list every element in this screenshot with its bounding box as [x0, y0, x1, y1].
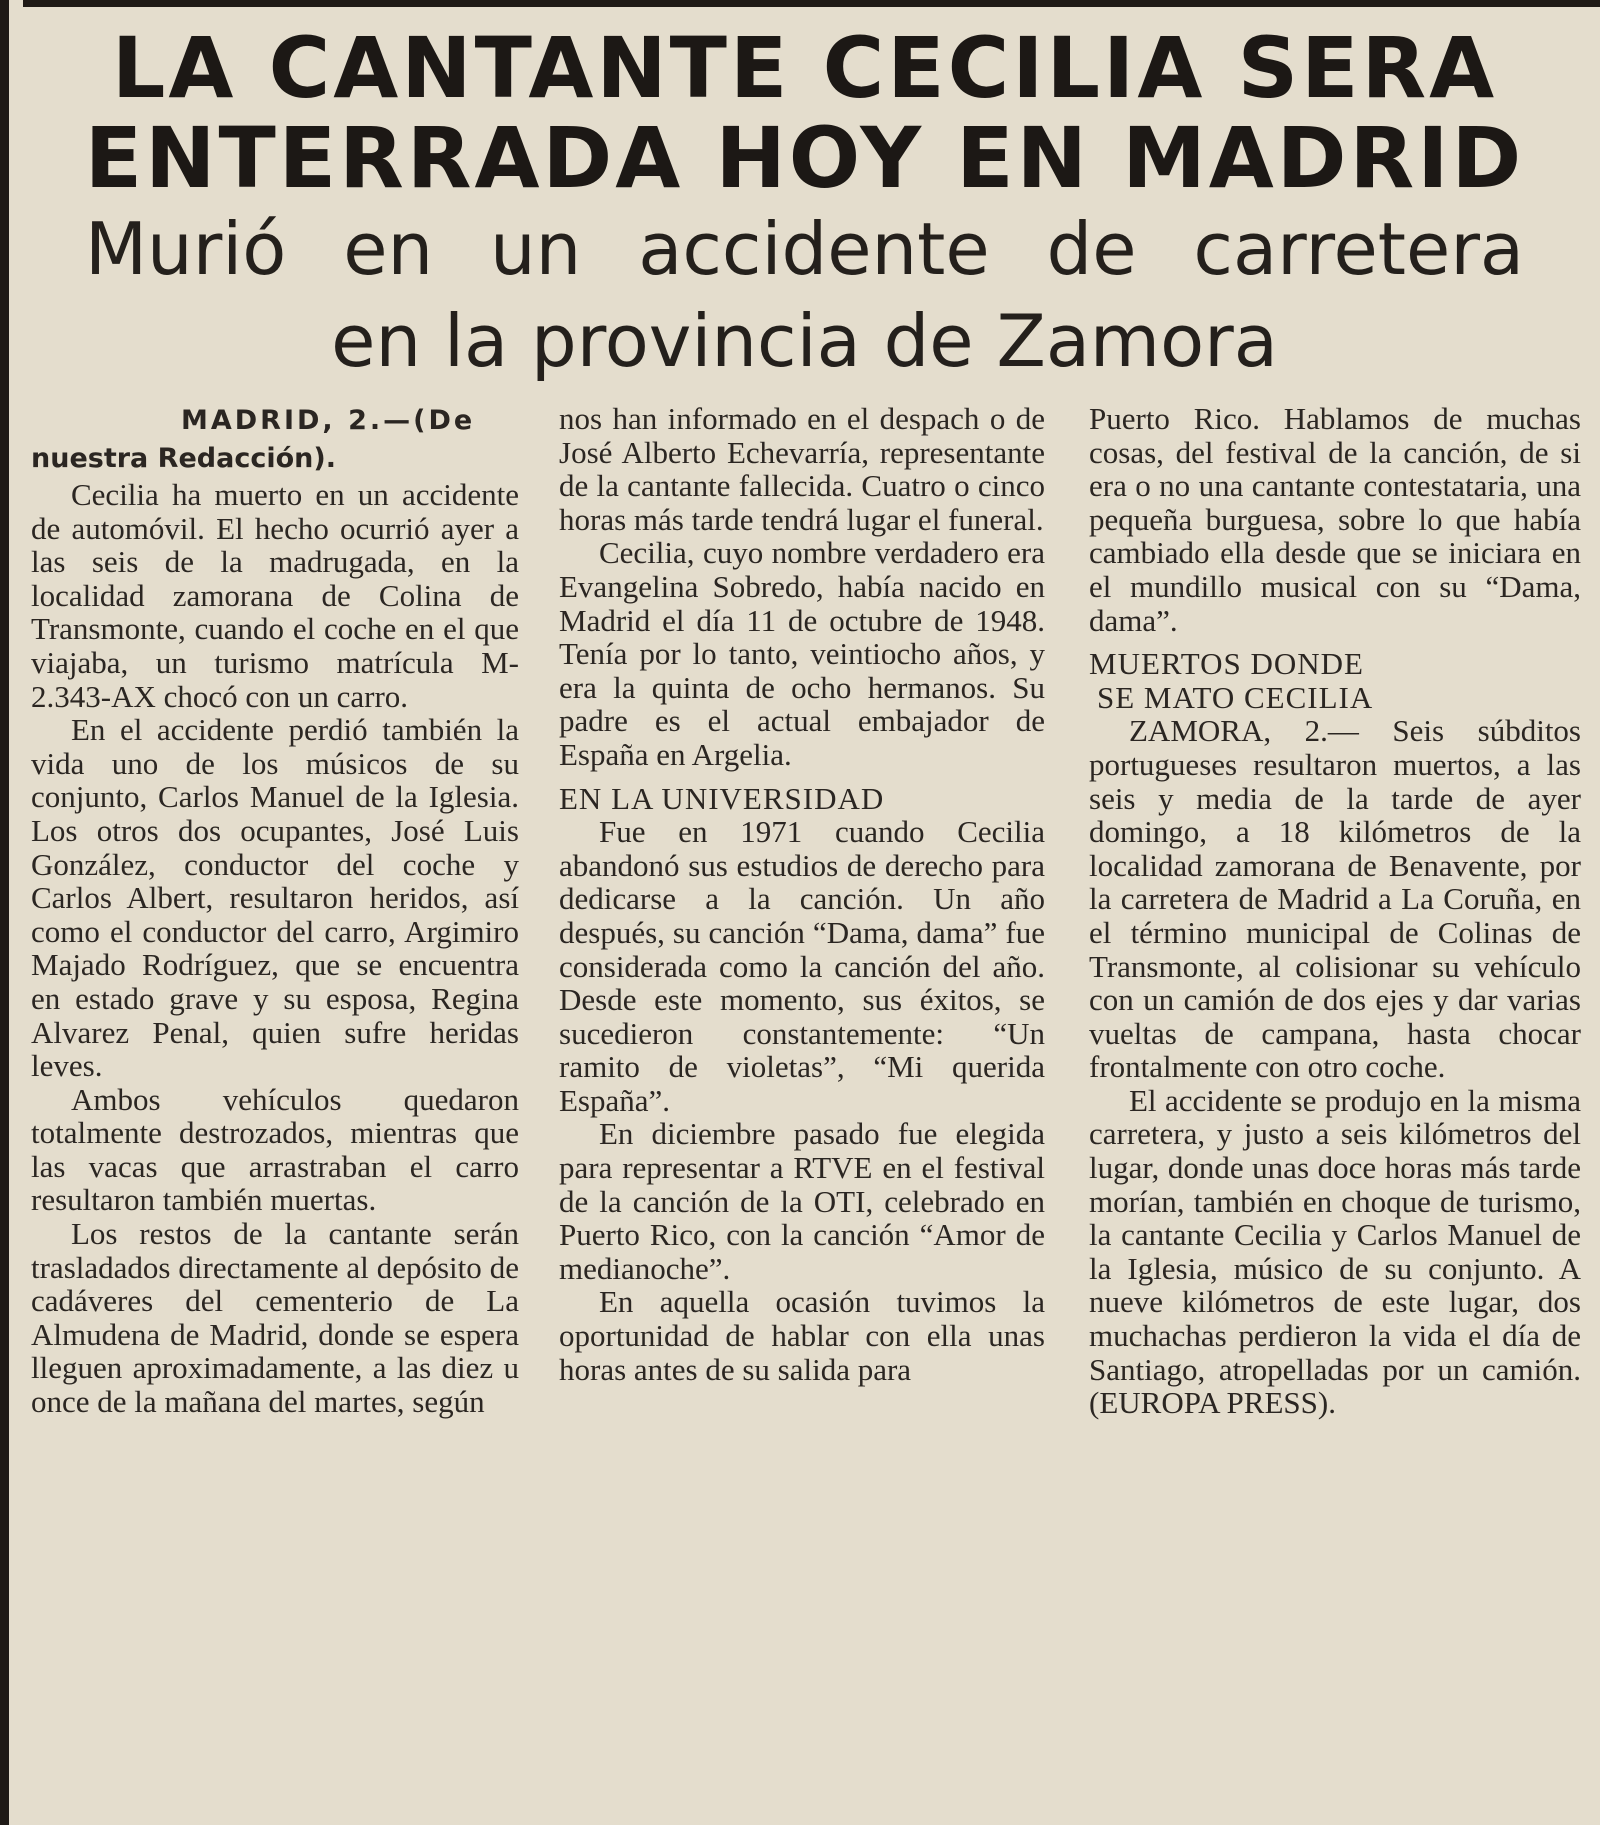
- paragraph-continued: Puerto Rico. Hablamos de muchas cosas, del festival de la canción, de si era o no una cantante contestataria, una pequeña burguesa, sobre lo que había cambiado ella desde que se iniciara en el mundillo musical con su “Dama, dama”.: [1089, 401, 1581, 638]
- paragraph: Los restos de la cantante serán trasladados directamente al depósito de cadáveres del cementerio de La Almudena de Madrid, donde se espera lleguen aproximadamente, a las diez u once de la mañana del martes, según: [31, 1216, 519, 1420]
- paragraph: Cecilia, cuyo nombre verdadero era Evangelina Sobredo, había nacido en Madrid el día 11 de octubre de 1948. Tenía por lo tanto, veintiocho años, y era la quinta de ocho hermanos. Su padre es el actual embajador de España en Argelia.: [559, 535, 1045, 772]
- paragraph: Ambos vehículos quedaron totalmente destrozados, mientras que las vacas que arrastraban el carro resultaron también muertas.: [31, 1081, 519, 1218]
- dateline-city: MADRID, 2.—(De: [181, 405, 476, 436]
- article-column-2: [559, 402, 1045, 1386]
- deck-line-2: en la provincia de Zamora: [331, 299, 1278, 383]
- deck-line-1: Murió en un accidente de carretera: [84, 207, 1525, 291]
- paragraph: El accidente se produjo en la misma carretera, y justo a seis kilómetros del lugar, donde unas doce horas más tarde morían, también en choque de turismo, la cantante Cecilia y Carlos Manuel de la Iglesia, músico de su conjunto. A nueve kilómetros de este lugar, dos muchachas perdieron la vida el día de Santiago, atropelladas por un camión. (EUROPA PRESS).: [1089, 1082, 1581, 1421]
- top-rule: [23, 0, 1600, 7]
- dateline: [31, 402, 519, 478]
- article-column-1: [31, 402, 519, 1419]
- dateline-source: nuestra Redacción).: [31, 443, 336, 474]
- subheading-line-1: MUERTOS DONDE: [1089, 646, 1364, 682]
- subheading-universidad: EN LA UNIVERSIDAD: [559, 780, 885, 816]
- paragraph: En aquella ocasión tuvimos la oportunidad de hablar con ella unas horas antes de su salida para: [559, 1284, 1045, 1387]
- paragraph-continued: nos han informado en el despach o de José Alberto Echevarría, representante de la cantante fallecida. Cuatro o cinco horas más tarde tendrá lugar el funeral.: [559, 401, 1045, 537]
- paragraph: Cecilia ha muerto en un accidente de automóvil. El hecho ocurrió ayer a las seis de la madrugada, en la localidad zamorana de Colina de Transmonte, cuando el coche en el que viajaba, un turismo matrícula M-2.343-AX chocó con un carro.: [31, 477, 519, 714]
- paragraph: En diciembre pasado fue elegida para representar a RTVE en el festival de la canción de la OTI, celebrado en Puerto Rico, con la canción “Amor de medianoche”.: [559, 1116, 1045, 1286]
- paragraph: En el accidente perdió también la vida uno de los músicos de su conjunto, Carlos Manuel de la Iglesia. Los otros dos ocupantes, José Luis González, conductor del coche y Carlos Albert, resultaron heridos, así como el conductor del carro, Argimiro Majado Rodríguez, que se encuentra en estado grave y su esposa, Regina Alvarez Penal, quien sufre heridas leves.: [31, 712, 519, 1084]
- subheading-line-2: SE MATO CECILIA: [1097, 679, 1374, 715]
- headline-line-1: LA CANTANTE CECILIA SERA: [111, 19, 1498, 117]
- article-column-3: [1089, 402, 1581, 1420]
- paragraph: ZAMORA, 2.— Seis súbditos portugueses resultaron muertos, a las seis y media de la tarde de ayer domingo, a 18 kilómetros de la localidad zamorana de Benavente, por la carretera de Madrid a La Coruña, en el término municipal de Colinas de Transmonte, al colisionar su vehículo con un camión de dos ejes y dar varias vueltas de campana, hasta chocar frontalmente con otro coche.: [1089, 713, 1581, 1085]
- headline-line-2: ENTERRADA HOY EN MADRID: [84, 109, 1525, 207]
- subheading-muertos: [1089, 647, 1581, 714]
- paragraph: Fue en 1971 cuando Cecilia abandonó sus estudios de derecho para dedicarse a la canción. Un año después, su canción “Dama, dama” fue considerada como la canción del año. Desde este momento, sus éxitos, se sucedieron constantemente: “Un ramito de violetas”, “Mi querida España”.: [559, 814, 1045, 1118]
